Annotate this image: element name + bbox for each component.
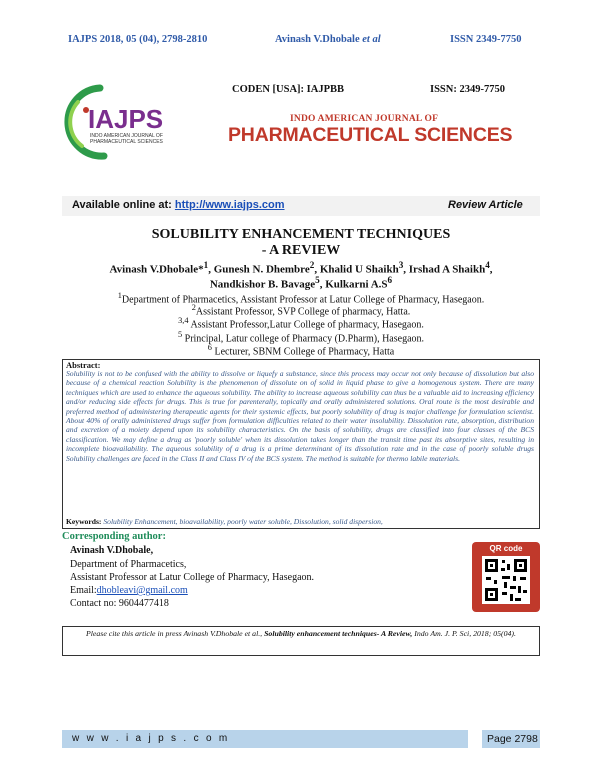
affiliation-3: $^{3,4}$ Assistant Professor,Latur College of pharmacy, Hasegaon. bbox=[178, 316, 424, 331]
qr-label: QR code bbox=[489, 544, 523, 553]
abstract-heading: Abstract: bbox=[66, 360, 101, 370]
page-number: Page 2798 bbox=[487, 733, 538, 745]
affiliation-4: $^5$ Principal, Latur college of Pharmacy (D.Pharm), Hasegaon. bbox=[177, 330, 425, 345]
journal-logo bbox=[60, 82, 200, 162]
qr-code-icon[interactable] bbox=[482, 556, 530, 604]
header-issn: ISSN 2349-7750 bbox=[450, 34, 522, 45]
logo-graphic bbox=[60, 82, 200, 162]
corresponding-email: Email:dhobleavi@gmail.com bbox=[70, 585, 188, 596]
affiliation-2: $^2$Assistant Professor, SVP College of pharmacy, Hatta. bbox=[191, 303, 411, 318]
keywords bbox=[66, 517, 383, 526]
header-author bbox=[275, 34, 381, 45]
logo-tagline-1: INDO AMERICAN JOURNAL OF bbox=[90, 133, 163, 139]
logo-name: IAJPS bbox=[88, 104, 164, 134]
authors-line1: Avinash V.Dhobale*$^1$, Gunesh N. Dhembre$^2$, Khalid U Shaikh$^3$, Irshad A Shaikh$^4$, bbox=[109, 260, 493, 276]
corresponding-heading: Corresponding author: bbox=[62, 531, 166, 542]
corresponding-contact: Contact no: 9604477418 bbox=[70, 598, 169, 609]
header-citation: IAJPS 2018, 05 (04), 2798-2810 bbox=[68, 34, 208, 45]
corresponding-position: Assistant Professor at Latur College of Pharmacy, Hasegaon. bbox=[70, 572, 315, 583]
affiliation-1: $^1$Department of Pharmacetics, Assistant Professor at Latur College of Pharmacy, Hasegaon. bbox=[117, 291, 485, 306]
journal-issn: ISSN: 2349-7750 bbox=[430, 84, 505, 95]
website-link[interactable]: http://www.iajps.com bbox=[174, 199, 285, 211]
journal-name-top: INDO AMERICAN JOURNAL OF bbox=[290, 114, 439, 124]
email-link[interactable]: dhobleavi@gmail.com bbox=[96, 585, 188, 596]
footer-url[interactable]: w w w . i a j p s . c o m bbox=[72, 733, 230, 744]
journal-name-main: PHARMACEUTICAL SCIENCES bbox=[228, 124, 513, 146]
keywords-label: Keywords: bbox=[66, 517, 102, 526]
coden: CODEN [USA]: IAJPBB bbox=[232, 84, 345, 95]
keywords-text: Solubility Enhancement, bioavailability, poorly water soluble, Dissolution, solid dispersion, bbox=[103, 517, 383, 526]
affiliation-5: $^6$ Lecturer, SBNM College of Pharmacy, Hatta bbox=[207, 343, 395, 358]
article-title-line1: SOLUBILITY ENHANCEMENT TECHNIQUES bbox=[151, 227, 451, 242]
article-title-line2: - A REVIEW bbox=[261, 243, 341, 258]
article-type: Review Article bbox=[448, 199, 523, 211]
citation: Please cite this article in press Avinash V.Dhobale et al., Solubility enhancement techniques- A Review, Indo Am. J. P. Sci, 2018; 05(04). bbox=[86, 629, 516, 638]
corresponding-dept: Department of Pharmacetics, bbox=[70, 559, 187, 570]
abstract-text: Solubility is not to be confused with the ability to dissolve or liquefy a substance, since this process may occur not only because of dissolution but also because of a chemical reaction Solubility is the phenomenon of dissolute on of solid in liquid phase to give a homogenous system. There are many techniques which are used to enhance the aqueous solubility. The ability to increase aqueous solubility can thus be a valuable aid to increasing efficiency and/or reducing side effects for drugs. This is true for parenterally, topically and orally administered solutions. Oral route is the most desirable and preferred method of administering therapeutic agents for their systemic effects, but poorly solubility of drug is major challenge for formulation scientist. About 40% of orally administered drugs suffer from formulation difficulties related to their water insolubility. Dissolution rate, absorption, distribution and excretion of a moiety depend upon its solubility characteristics. On the basis of solubility, drugs are classified into four classes of the BCS classification. We may define a drug as 'poorly soluble' when its dissolution takes longer than the transit time past its absorptive sites, resulting in incomplete bioavailability. The aqueous solubility of a drug is a prime determinant of its dissolution rate and in the case of poorly soluble drugs Solubility challenges are faced in the Class II and Class IV of the BCS system. The method is suitable for thermo labile materials. bbox=[66, 369, 534, 463]
header-author-name: Avinash V.Dhobale bbox=[275, 34, 360, 45]
availability bbox=[72, 199, 285, 211]
authors-line2: Nandkishor B. Bavage$^5$, Kulkarni $A.S^6$ bbox=[209, 275, 393, 291]
logo-tagline-2: PHARMACEUTICAL SCIENCES bbox=[90, 139, 163, 145]
corresponding-name: Avinash V.Dhobale, bbox=[70, 545, 154, 556]
availability-label: Available online at: bbox=[72, 199, 172, 211]
header-author-suffix: et al bbox=[362, 34, 381, 45]
